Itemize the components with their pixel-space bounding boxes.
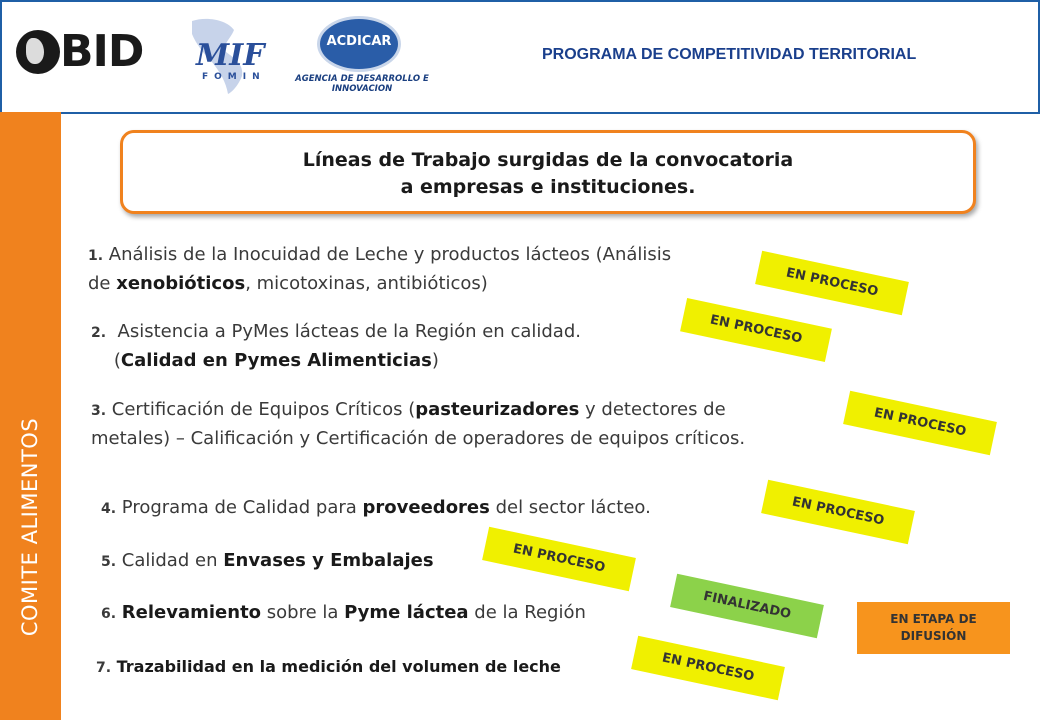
work-line-item	[91, 396, 745, 453]
work-line-item	[101, 547, 434, 576]
acdicar-logo-text: ACDICAR	[326, 34, 392, 49]
acdicar-logo	[292, 16, 432, 102]
title-line-1: Líneas de Trabajo surgidas de la convocatoria	[302, 149, 794, 171]
diffusion-status-badge: EN ETAPA DE DIFUSIÓN	[857, 602, 1010, 654]
item-text: Programa de Calidad para	[116, 497, 363, 518]
item-number: 6.	[101, 606, 117, 622]
item-text: (	[91, 350, 121, 371]
header-banner	[0, 0, 1040, 114]
title-box	[120, 130, 976, 214]
status-badge: EN PROCESO	[482, 527, 636, 591]
item-text: de	[88, 273, 117, 294]
sidebar-label: COMITE ALIMENTOS	[18, 417, 42, 637]
item-text-bold: Envases y Embalajes	[223, 550, 434, 571]
acdicar-tagline: AGENCIA DE DESARROLLO E INNOVACION	[295, 74, 429, 94]
item-text: )	[431, 350, 439, 371]
item-text: Certificación de Equipos Críticos (	[106, 399, 416, 420]
item-text: Asistencia a PyMes lácteas de la Región en calidad.	[106, 321, 581, 342]
title-line-2: a empresas e instituciones.	[400, 176, 696, 198]
program-title: PROGRAMA DE COMPETITIVIDAD TERRITORIAL	[542, 46, 917, 63]
item-text: sobre la	[261, 602, 345, 623]
status-badge: EN PROCESO	[761, 480, 915, 544]
item-text-bold: Trazabilidad en la medición del volumen de leche	[111, 657, 561, 676]
item-number: 2.	[91, 325, 107, 341]
work-line-item	[88, 241, 671, 298]
status-badge-finalizado: FINALIZADO	[670, 574, 824, 638]
mif-logo-text: MIF	[196, 38, 265, 73]
item-text: , micotoxinas, antibióticos)	[245, 273, 488, 294]
item-number: 4.	[101, 501, 117, 517]
item-number: 5.	[101, 554, 117, 570]
item-text: Análisis de la Inocuidad de Leche y productos lácteos (Análisis	[103, 244, 672, 265]
item-text: del sector lácteo.	[489, 497, 651, 518]
work-line-item	[101, 494, 651, 523]
work-line-item	[96, 653, 561, 682]
work-line-item	[91, 318, 581, 375]
bid-logo-text: BID	[60, 26, 144, 77]
item-text: Calidad en	[116, 550, 224, 571]
item-number: 3.	[91, 403, 107, 419]
item-text: y detectores de	[579, 399, 726, 420]
sidebar	[0, 112, 61, 720]
item-text-bold: Pyme láctea	[344, 602, 469, 623]
item-text: metales) – Calificación y Certificación de operadores de equipos críticos.	[91, 428, 746, 449]
item-text-bold: Calidad en Pymes Alimenticias	[120, 350, 432, 371]
bid-logo	[16, 26, 151, 80]
item-number: 1.	[88, 248, 104, 264]
item-text: de la Región	[468, 602, 586, 623]
status-badge: EN PROCESO	[631, 636, 785, 700]
fomin-logo-text: FOMIN	[202, 72, 266, 82]
item-text-bold: xenobióticos	[116, 273, 246, 294]
status-badge: EN PROCESO	[680, 298, 832, 362]
status-badge: EN PROCESO	[843, 391, 997, 455]
status-badge: EN PROCESO	[755, 251, 909, 315]
item-number: 7.	[96, 660, 112, 676]
work-line-item	[101, 599, 586, 628]
mif-fomin-logo	[182, 16, 272, 96]
globe-icon	[16, 30, 60, 74]
item-text-bold: proveedores	[362, 497, 490, 518]
item-text-bold: pasteurizadores	[415, 399, 580, 420]
item-text-bold: Relevamiento	[121, 602, 262, 623]
